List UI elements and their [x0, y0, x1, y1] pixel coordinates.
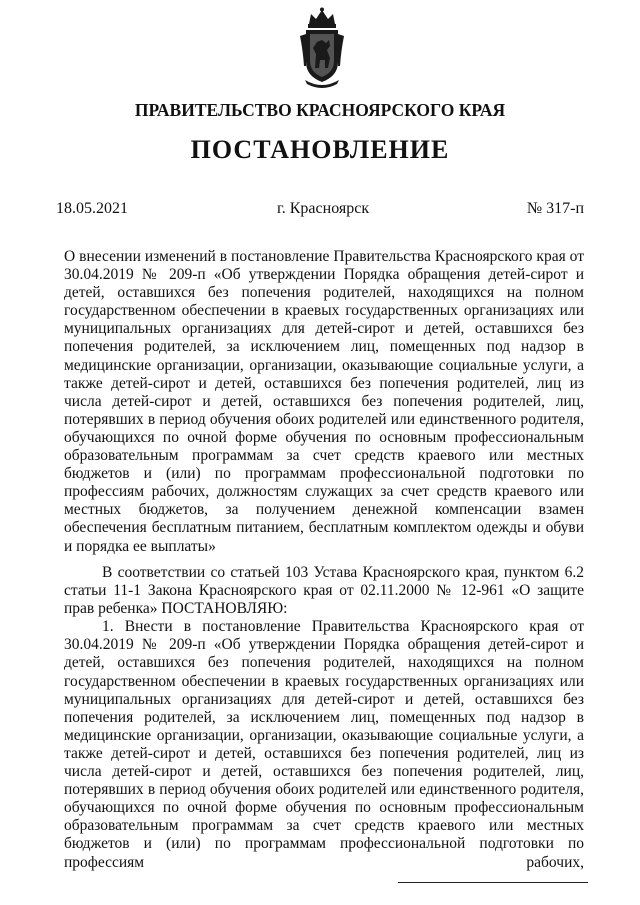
coat-of-arms-icon	[297, 6, 347, 88]
document-date: 18.05.2021	[56, 200, 128, 217]
item-1-paragraph: 1. Внести в постановление Правительства Красноярского края от 30.04.2019 № 209-п «Об утверждении Порядка обращения детей-сирот и детей, оставшихся без попечения родителей, находящихся на полном государственном обеспечении в краевых государственных организациях или муниципальных организациях для детей-сирот и детей, оставшихся без попечения родителей, за исключением лиц, помещенных под надзор в медицинские организации, организации, оказывающие социальные услуги, а также детей-сирот и детей, оставшихся без попечения родителей, лиц из числа детей-сирот и детей, оставшихся без попечения родителей, лиц, потерявших в период обучения обоих родителей или единственного родителя, обучающихся по очной форме обучения по основным профессиональным образовательным программам за счет средств краевого или местных бюджетов и (или) по программам профессиональной подготовки по профессиям рабочих,	[64, 618, 584, 871]
footer-divider	[398, 882, 588, 883]
document-number: № 317-п	[526, 200, 584, 217]
document-subject: О внесении изменений в постановление Правительства Красноярского края от 30.04.2019 № 209-п «Об утверждении Порядка обращения детей-сирот и детей, оставшихся без попечения родителей, находящихся на полном государственном обеспечении в краевых государственных организациях или муниципальных организациях для детей-сирот и детей, оставшихся без попечения родителей, за исключением лиц, помещенных под надзор в медицинские организации, организации, оказывающие социальные услуги, а также детей-сирот и детей, оставшихся без попечения родителей, лиц из числа детей-сирот и детей, оставшихся без попечения родителей, лиц, потерявших в период обучения обоих родителей или единственного родителя, обучающихся по очной форме обучения по основным профессиональным образовательным программам за счет средств краевого или местных бюджетов и (или) по программам профессиональной подготовки по профессиям рабочих, должностям служащих за счет средств краевого или местных бюджетов, за получением денежной компенсации взамен обеспечения бесплатным питанием, бесплатным комплектом одежды и обуви и порядка ее выплаты»	[64, 248, 584, 555]
document-type-heading: ПОСТАНОВЛЕНИЕ	[190, 135, 450, 164]
document-city: г. Красноярск	[277, 200, 370, 217]
preamble-paragraph: В соответствии со статьей 103 Устава Красноярского края, пунктом 6.2 статьи 11-1 Закона Красноярского края от 02.11.2000 № 12-961 «О защите прав ребенка» ПОСТАНОВЛЯЮ:	[64, 564, 584, 618]
document-body	[64, 564, 584, 872]
government-title: ПРАВИТЕЛЬСТВО КРАСНОЯРСКОГО КРАЯ	[134, 100, 506, 120]
